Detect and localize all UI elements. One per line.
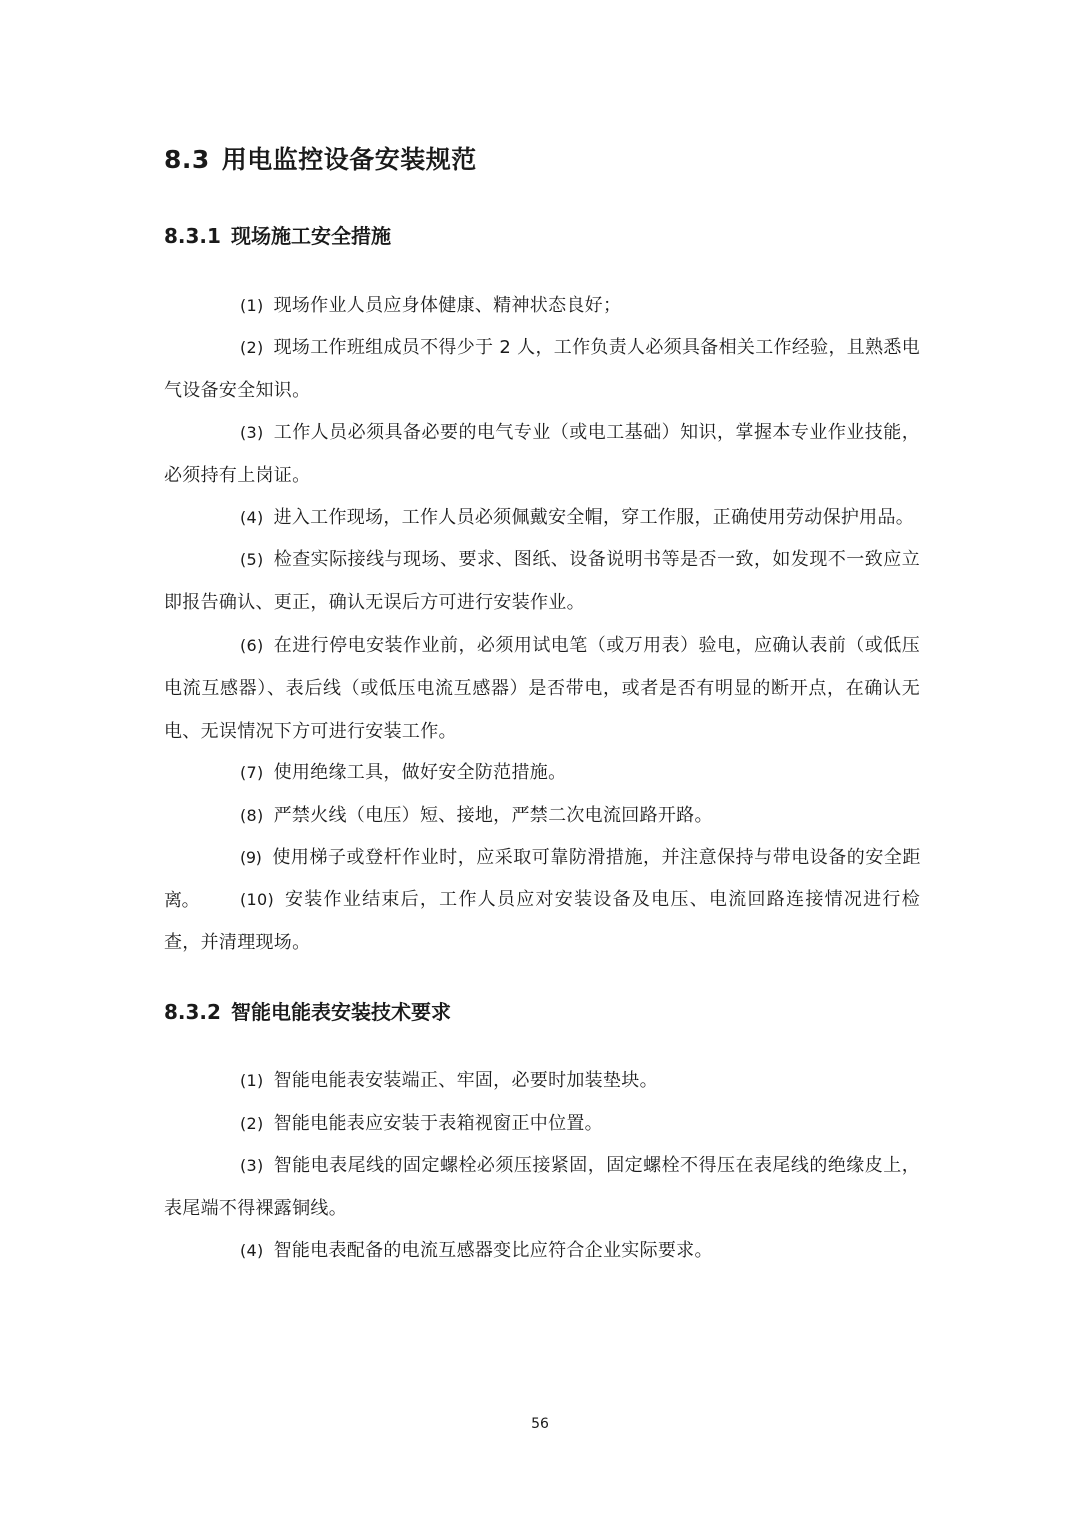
subsection-heading-2 — [164, 996, 451, 1028]
list-item-text: 现场工作班组成员不得少于 2 人，工作负责人必须具备相关工作经验，且熟悉电气设备安全知识。 — [164, 337, 920, 401]
list-item-number: (1) — [240, 296, 264, 315]
list-item-text: 使用梯子或登杆作业时，应采取可靠防滑措施，并注意保持与带电设备的安全距离。 — [164, 847, 920, 911]
subsection-title: 智能电能表安装技术要求 — [230, 1000, 451, 1024]
subsection-title: 现场施工安全措施 — [230, 224, 391, 248]
list-item — [164, 1229, 920, 1272]
list-item — [164, 878, 920, 964]
subsection-heading-1 — [164, 220, 391, 252]
list-item — [164, 538, 920, 624]
list-item-number: (6) — [240, 636, 264, 655]
list-item — [164, 1059, 920, 1102]
list-item-text: 工作人员必须具备必要的电气专业（或电工基础）知识，掌握本专业作业技能，必须持有上岗证。 — [164, 422, 920, 486]
list-item-number: (5) — [240, 550, 264, 569]
list-item-number: (2) — [240, 338, 264, 357]
list-item-number: (9) — [240, 848, 262, 867]
list-item — [164, 326, 920, 412]
list-item — [164, 284, 920, 327]
list-item-text: 进入工作现场，工作人员必须佩戴安全帽，穿工作服，正确使用劳动保护用品。 — [273, 507, 915, 528]
list-item-text: 使用绝缘工具，做好安全防范措施。 — [273, 762, 567, 783]
list-item-number: (1) — [240, 1071, 264, 1090]
list-item — [164, 751, 920, 794]
list-item-text: 在进行停电安装作业前，必须用试电笔（或万用表）验电，应确认表前（或低压电流互感器）、表后线（或低压电流互感器）是否带电，或者是否有明显的断开点，在确认无电、无误情况下方可进行安装工作。 — [164, 635, 920, 742]
subsection-number: 8.3.1 — [164, 224, 221, 248]
list-item-text: 现场作业人员应身体健康、精神状态良好； — [273, 295, 622, 316]
list-item-text: 智能电表尾线的固定螺栓必须压接紧固，固定螺栓不得压在表尾线的绝缘皮上，表尾端不得裸露铜线。 — [164, 1155, 920, 1219]
list-item-number: (4) — [240, 1241, 264, 1260]
list-item-number: (2) — [240, 1114, 264, 1133]
list-item — [164, 1102, 920, 1145]
list-item-text: 智能电能表应安装于表箱视窗正中位置。 — [273, 1113, 603, 1134]
list-item-number: (3) — [240, 423, 264, 442]
list-item-text: 检查实际接线与现场、要求、图纸、设备说明书等是否一致，如发现不一致应立即报告确认、更正，确认无误后方可进行安装作业。 — [164, 549, 920, 613]
section-heading — [164, 140, 477, 180]
list-item — [164, 411, 920, 497]
list-item-text: 智能电表配备的电流互感器变比应符合企业实际要求。 — [273, 1240, 713, 1261]
list-item — [164, 496, 920, 539]
list-item — [164, 624, 920, 753]
list-item — [164, 794, 920, 837]
list-item-number: (4) — [240, 508, 264, 527]
list-item — [164, 1144, 920, 1230]
subsection-number: 8.3.2 — [164, 1000, 221, 1024]
list-item-number: (10) — [240, 890, 275, 909]
list-item-text: 智能电能表安装端正、牢固，必要时加装垫块。 — [273, 1070, 658, 1091]
list-item-number: (8) — [240, 806, 264, 825]
list-item-number: (7) — [240, 763, 264, 782]
list-item-text: 安装作业结束后，工作人员应对安装设备及电压、电流回路连接情况进行检查，并清理现场。 — [164, 889, 920, 953]
section-title: 用电监控设备安装规范 — [221, 145, 477, 174]
list-item-text: 严禁火线（电压）短、接地，严禁二次电流回路开路。 — [273, 805, 713, 826]
page-number: 56 — [531, 1416, 549, 1432]
list-item-number: (3) — [240, 1156, 264, 1175]
section-number: 8.3 — [164, 145, 210, 174]
